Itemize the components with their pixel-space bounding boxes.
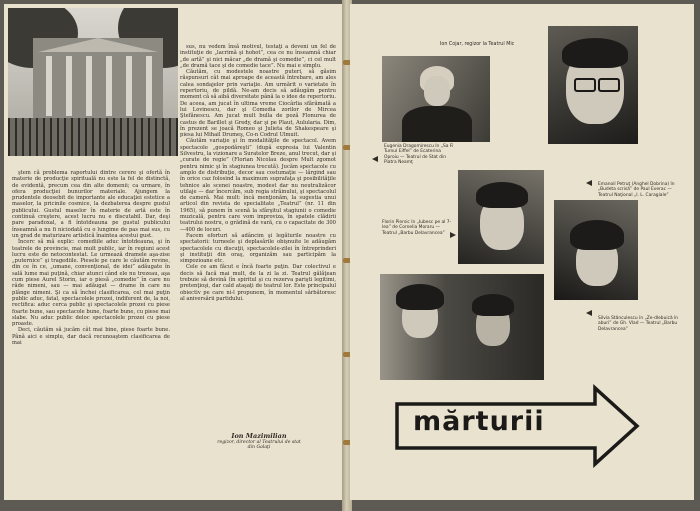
photo-caption-cojar: Ion Cojar, regizor la Teatrul Mic: [440, 42, 515, 47]
paragraph: ştem că problema raportului dintre cerere şi ofertă în materie de producţie spirituală nu este la fel de distinctă, de evidentă, precum cea din alte domenii; ca urmare, în ofera producţiei bunurilor materiale. Ajungem la prudentele deosebit de importante ale educaţiei estetice a maselor, la pricinile cosmice, la dezbaterea despre gustul publicului. Gustul maselor în materie de artă este în continuă creştere, acest lucru nu e discutabil. Dar, deşi pare paradoxal, a fi întotdeauna pe gustul publicului înseamnă a nu fi niciodată cu o lungime de pas mai sus, cu un grad de maturizare artistică înaintea acestui gust.: [12, 170, 170, 239]
paragraph: Cele ce am făcut e încă foarte puţin. Dar colectivul e decis să facă mai mult, de la zi la zi. Teatrul gălăţean trebuie să devină (în spiritul şi cu rezerva parişti legitimi, pretenţioşi, dar cald ataşaţi de teatrul lor. Este principalul obiectiv pe care ni-l propunem, în momentul sărbătoresc al aniversării partidului.: [180, 264, 336, 302]
portrait-photo-piersic: [458, 170, 544, 264]
author-role: regizor, director al Teatrului de stat: [217, 440, 301, 445]
author-name: Ion Mazimilian: [231, 432, 287, 440]
photo-caption-stanculescu: Silvia Stănculescu în „Ze-dlebuică în aburi” de Gh. Vlad — Teatrul „Barbu Delavrancea”: [598, 316, 679, 332]
paragraph: Deci, căutăm să jucăm cât mai bine, piese foarte bune. Până aici e simplu, dar dacă recunoaştem clasificarea de mai: [12, 327, 170, 347]
portrait-photo-petrut: [548, 26, 638, 144]
theatre-building-photo: [8, 8, 178, 156]
caption-arrow-icon: [450, 232, 456, 238]
portrait-photo-stanculescu: [554, 200, 638, 300]
caption-arrow-icon: [372, 156, 378, 162]
section-banner: [395, 384, 640, 468]
paragraph: Încerc să mă explic: comediile aduc întotdeauna, şi în teatrele de provincie, mai mult public, iar în regiuni acest lucru este de netocontestat. Le urmează dramele aşa-zise „puternice” şi tragediile. Piesele pe care le căutăm revine, din ce în ce, „umane, convenţional, de idei” adăugate în sală lume mai puţină, chiar atunci când ele nu trezeau, aşa cum piese Aurel Storin, iar o piesă „comedie” în care nu râde nimeni, sau — mai adăugat — drame în care nu plânge nimeni. Şi ca să închei clasificarea, cel mai puţin public aduc, fatal, spectacolele prozei, indiferent de, la noi, rectifica: aduc cerca public şi spectacolele prozei cu piese foarte bune, sau spectacole bune, foarte bune, cu piese mai slabe. Nu aduc public deloc spectacolele prozei cu piese proaste.: [12, 239, 170, 328]
photo-caption-dragomirescu: Eugenia Dragomirescu în „Sa Fi Turnul Eiffel” de Ecaterina Oproiu — Teatrul de Stat din Piatra Neamţ: [384, 144, 454, 165]
portrait-photo-dragomirescu: [382, 56, 490, 142]
paragraph: Facem eforturi să adâncim şi legăturile noastre cu spectatorii: turneele şi deplasările obişnuite le adăugăm spectacolele cu discuţii, spectacolele-zilei în întreprinderi şi instituţii din oraş, organizăm sau participăm la simpozioane etc.: [180, 232, 336, 265]
caption-arrow-icon: [586, 310, 592, 316]
author-role: din Galaţi: [247, 445, 271, 451]
section-title: mărturii: [413, 406, 545, 437]
paragraph: Căutăm variaţie şi în modalităţile de spectacol. Avem spectacole „gospodăreşti” (după expresia lui Valentin Silvestru, la vizionare a Suratelor Breze, anul trecut, dar şi „curate de regie” (Florian Nicolau despre Mult zgomot pentru nimic şi în stagiunea trecută). Jucăm spectacole cu amplo de distribuţie, decor sau costumaţie — lărgind sau în orice caz folosind la maximum suprafaţa şi posibilităţile tehnice ale scenei noastre, modest dar nu neutralizăcor utilaje — dar încercăm, sub regia străinului, şi spectacolul de cameră. Mai mult: încă menţionăm, la sugestia unui articol din revista de specialitate „Teatrul” (nr. 11 din 1965), să punem în scenă la sfârşitul stagiunii o comedie muzicală, pentru care vom improviza, în spatele clădirii teatrului nostru, o grădină de vară, cu o capacitate de 300—400 de locuri.: [180, 138, 336, 233]
paragraph: Căutăm, cu modestele noastre puteri, să găsim răspunsuri cât mai aproape de această întrebare, am ales calea sondajelor prin variaţie. Am urmărit o varietate în repertoriu, de pildă. Ne-am decis să adăugăm pentru moment că să aibă diversitate până la o idee de repertoriu. De aceea, am jucat în ultima vreme Ciocârlia sfărâmată a lui Lovinescu, dar şi Comedia zorilor de Mircea Ştefănescu. Am jucat mult bulla de poză Flonurea de castus de Barillet şi Gredy, dar şi pe Plaut, Aulularia. Dim, în prezent se joacă Romeo şi Julieta de Shakespeare şi piesa lui Mihail Drumeş, Co-n Codrul Ulmuit.: [180, 69, 336, 139]
article-column-1: [12, 170, 170, 490]
caption-arrow-icon: [586, 180, 592, 186]
photo-caption-petrut: Emanoil Petruţ (Anghel Dobrina) în „Budeta scrisă” de Paul Everac — Teatrul Naţional „I. L. Caragiale”: [598, 182, 675, 198]
scene-photo: [380, 274, 544, 380]
paragraph: sus, nu vedem însă motivul, testaţi a deveni un fel de instituţie de „lacrimă şi hohot”, cea ce nu înseamnă chiar „de artă” şi nici măcar „de dramă şi comedie”, ci cel mult „de dramă tace şi de comedie tace”. Nu mai e simplu.: [180, 44, 336, 69]
author-signature: [204, 432, 314, 450]
photo-caption-piersic: Florin Piersic în „Iubesc pe al 7-lea” de Cornelia Moraru — Teatrul „Barbu Delavrancea”: [382, 220, 452, 236]
article-column-2: [180, 44, 336, 424]
left-page: [4, 4, 345, 500]
